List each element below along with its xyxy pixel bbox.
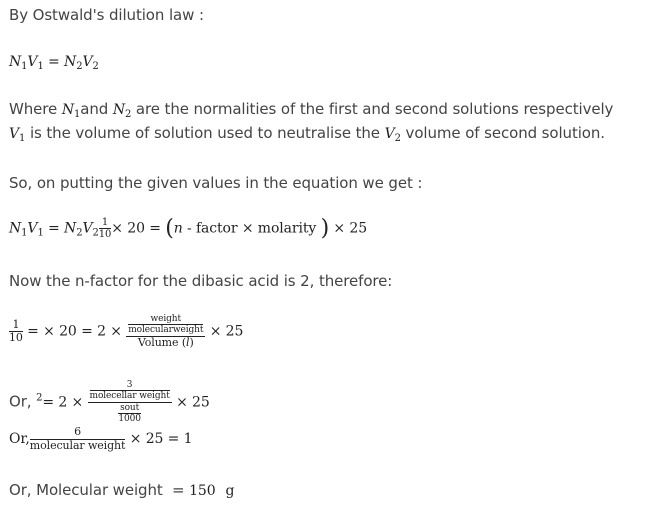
eq4-tail: × 25 <box>171 394 210 411</box>
eq4-top-num: 3 <box>90 380 170 391</box>
eq3-bottom-text: Volume ( <box>137 335 187 349</box>
equation-5 <box>9 426 192 452</box>
where-pre: Where <box>9 100 62 118</box>
eq3-bottom <box>126 337 205 350</box>
eq4-big-fraction <box>88 380 172 424</box>
eq3-num: 1 <box>9 319 23 333</box>
eq2-n: n <box>173 220 183 237</box>
eq1-v1: V <box>27 54 38 70</box>
eq4-mid: = 2 × <box>42 394 88 411</box>
eq2-v1: V <box>27 220 38 237</box>
vol-mid: is the volume of solution used to neutralise the <box>25 124 385 142</box>
where-n1-sub: 1 <box>73 109 81 120</box>
equation-3 <box>9 314 243 349</box>
eq1-sub3: 2 <box>76 61 83 72</box>
eq3-den: 10 <box>9 331 23 345</box>
eq5-fraction <box>30 426 126 452</box>
eq2-fraction <box>99 217 112 241</box>
where-line <box>9 100 613 120</box>
final-pre: Or, Molecular weight = <box>9 481 190 499</box>
where-n2: N <box>112 102 125 118</box>
eq3-inner-fraction <box>128 314 203 336</box>
eq4-sup: 2 <box>36 392 43 404</box>
eq2-rparen: ) <box>320 216 330 241</box>
putting-text: So, on putting the given values in the equation we get : <box>9 174 423 192</box>
eq3-tail: × 25 <box>205 323 244 340</box>
vol-v1: V <box>9 126 20 142</box>
eq1-sub4: 2 <box>92 61 99 72</box>
eq4-or: Or, <box>9 392 37 411</box>
eq2-s4: 2 <box>92 227 99 239</box>
eq1-n1: N <box>9 54 22 70</box>
eq2-frac-num: 1 <box>99 217 112 230</box>
eq3-bottom-close: ) <box>189 335 194 349</box>
eq2-equals: = <box>43 220 65 237</box>
eq1-sub2: 1 <box>37 61 44 72</box>
vol-v1-sub: 1 <box>19 133 26 144</box>
eq4-mid-num: sout <box>120 402 140 413</box>
eq2-times20: × 20 = <box>111 220 166 237</box>
equation-2 <box>9 216 367 241</box>
eq2-frac-den: 10 <box>98 229 112 240</box>
eq1-equals: = <box>43 54 65 70</box>
eq2-n1: N <box>9 220 22 237</box>
eq5-den: molecular weight <box>29 438 126 452</box>
eq5-or: Or, <box>9 431 30 448</box>
vol-v2-sub: 2 <box>394 133 401 144</box>
eq4-top-den: molecellar weight <box>89 391 170 402</box>
where-n1: N <box>61 102 74 118</box>
final-value: 150 <box>189 483 216 499</box>
eq2-s2: 1 <box>37 227 44 239</box>
eq2-times25: × 25 <box>329 220 368 237</box>
eq2-s1: 1 <box>21 227 28 239</box>
equation-1 <box>9 54 99 72</box>
eq4-lower-fraction <box>118 403 141 425</box>
where-post: are the normalities of the first and second solutions respectively <box>131 100 614 118</box>
eq1-v2: V <box>82 54 93 70</box>
eq4-top <box>88 380 172 403</box>
vol-v2: V <box>384 126 395 142</box>
eq1-sub1: 1 <box>21 61 28 72</box>
volume-line <box>9 124 605 144</box>
eq3-top-num: weight <box>128 314 203 325</box>
eq3-bottom-l: l <box>186 335 190 349</box>
where-and: and <box>80 100 113 118</box>
eq5-tail: × 25 = 1 <box>125 431 193 448</box>
eq1-n2: N <box>64 54 77 70</box>
eq3-big-fraction <box>126 314 205 349</box>
where-n2-sub: 2 <box>124 109 132 120</box>
final-line <box>9 481 234 499</box>
eq2-n2: N <box>64 220 77 237</box>
eq4-inner-fraction <box>90 380 170 402</box>
eq4-bottom <box>88 403 172 425</box>
eq5-num: 6 <box>30 426 126 440</box>
eq2-s3: 2 <box>76 227 83 239</box>
eq4-bot: 1000 <box>118 414 141 425</box>
eq2-lparen: ( <box>165 216 174 241</box>
equation-4 <box>9 380 210 424</box>
nfactor-text: Now the n-factor for the dibasic acid is 2, therefore: <box>9 272 393 290</box>
vol-post: volume of second solution. <box>400 124 605 142</box>
eq3-top <box>126 314 205 337</box>
eq3-fraction-1-10 <box>9 319 23 345</box>
eq3-top-den: molecularweight <box>128 325 204 336</box>
eq3-mid: = × 20 = 2 × <box>22 323 127 340</box>
final-unit: g <box>225 483 235 499</box>
eq2-v2: V <box>82 220 93 237</box>
intro-text: By Ostwald's dilution law : <box>9 6 204 24</box>
eq2-inside: - factor × molarity <box>182 220 321 237</box>
